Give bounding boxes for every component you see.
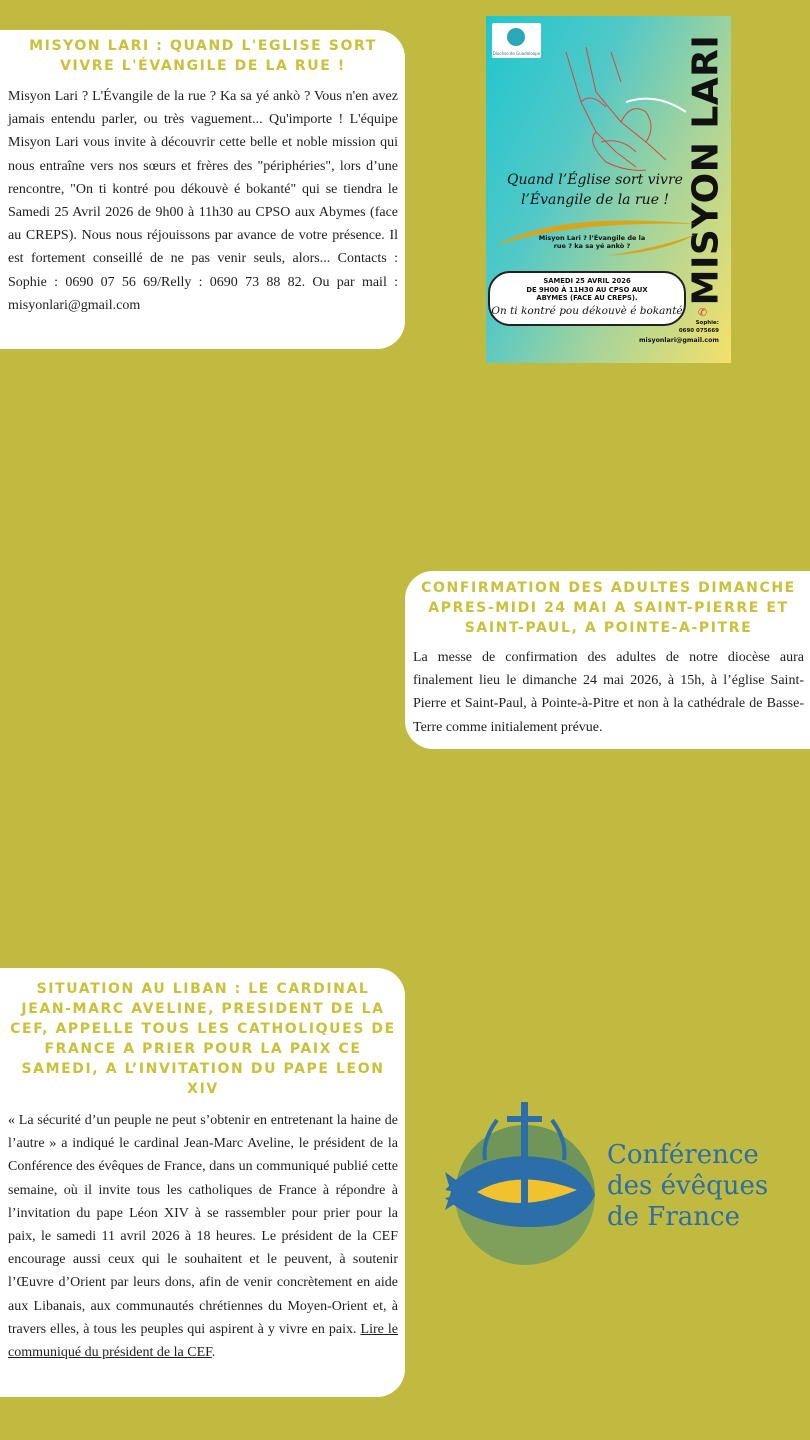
diocese-logo-text: Diocèse de Guadeloupe (492, 51, 541, 56)
article-body-end: . (211, 1345, 216, 1361)
phone-icon: ✆ (698, 306, 708, 319)
article-body: Misyon Lari ? L'Évangile de la rue ? Ka sa yé ankò ? Vous n'en avez jamais entendu parler, ou très vaguement... Qu'importe ! L'équipe Misyon Lari vous invite à découvrir cette belle et noble mission qui nous entraîne vers nos sœurs et frères des "périphéries", lors d’une rencontre, "On ti kontré pou dékouvè é bokanté" qui se tiendra le Samedi 25 Avril 2026 de 9h00 à 11h30 au CPSO aux Abymes (face au CREPS). Nous nous réjouissons par avance de votre présence. Il est fortement conseillé de ne pas venir seuls, alors... Contacts : Sophie : 0690 07 56 69/Relly : 0690 73 88 82. Ou par mail : misyonlari@gmail.com (8, 89, 398, 313)
article-title: MISYON LARI : QUAND L'EGLISE SORT VIVRE L'ÉVANGILE DE LA RUE ! (29, 38, 377, 74)
poster-tagline: Quand l’Église sort vivre l’Évangile de la rue ! (507, 172, 683, 208)
cef-logo (437, 1100, 777, 1290)
cef-logo-text: Conférence des évêques de France (607, 1140, 769, 1232)
article-body-text: « La sécurité d’un peuple ne peut s’obtenir en entretenant la haine de l’autre » a indiqué le cardinal Jean-Marc Aveline, le président de la Conférence des évêques de France, dans un communiqué publié cette semaine, où il invite tous les catholiques de France à répondre à l’invitation du pape Léon XIV à se rassembler pour prier pour la paix, le samedi 11 avril 2026 à 18 heures. Le président de la CEF encourage aussi ceux qui le souhaitent et le peuvent, à soutenir l’Œuvre d’Orient par leurs dons, afin de venir concrètement en aide aux Libanais, aux communautés chrétiennes du Moyen-Orient et, à travers elles, à tous les peuples qui aspirent à y vivre en paix. (8, 1113, 398, 1337)
cef-emblem-icon (437, 1100, 607, 1290)
article-card-misyon-lari (0, 30, 405, 349)
street-sketch-illustration (526, 32, 686, 182)
read-communique-link[interactable]: Lire le communiqué du président de la CEF (8, 1321, 399, 1361)
article-card-liban (0, 968, 405, 1397)
poster-contact: Sophie: 0690 075669 (678, 320, 719, 334)
poster-question: Misyon Lari ? l’Évangile de la rue ? ka sa yé ankò ? (538, 234, 646, 250)
poster-time-place: DE 9H00 À 11H30 AU CPSO AUX (526, 285, 648, 294)
misyon-lari-poster (486, 16, 731, 363)
article-title: CONFIRMATION DES ADULTES DIMANCHE APRES-MIDI 24 MAI A SAINT-PIERRE ET SAINT-PAUL, A POINTE-A-PITRE (421, 580, 796, 636)
article-body: La messe de confirmation des adultes de notre diocèse aura finalement lieu le dimanche 24 mai 2026, à 15h, à l’église Saint-Pierre et Saint-Paul, à Pointe-à-Pitre et non à la cathédrale de Basse-Terre comme initialement prévue. (413, 650, 804, 735)
poster-email: misyonlari@gmail.com (639, 337, 719, 344)
poster-motto: On ti kontré pou dékouvè é bokanté (491, 304, 683, 317)
poster-vertical-title: MISYON LARI (685, 34, 727, 306)
article-body (8, 1109, 398, 1364)
article-card-confirmation (405, 571, 810, 749)
poster-date: SAMEDI 25 AVRIL 2026 (543, 277, 631, 285)
poster-place: ABYMES (FACE AU CREPS). (536, 294, 638, 302)
article-title: SITUATION AU LIBAN : LE CARDINAL JEAN-MARC AVELINE, PRESIDENT DE LA CEF, APPELLE TOUS LES CATHOLIQUES DE FRANCE A PRIER POUR LA PAIX CE SAMEDI, A L’INVITATION DU PAPE LEON XIV (10, 981, 396, 1097)
poster-date-box (488, 271, 686, 326)
